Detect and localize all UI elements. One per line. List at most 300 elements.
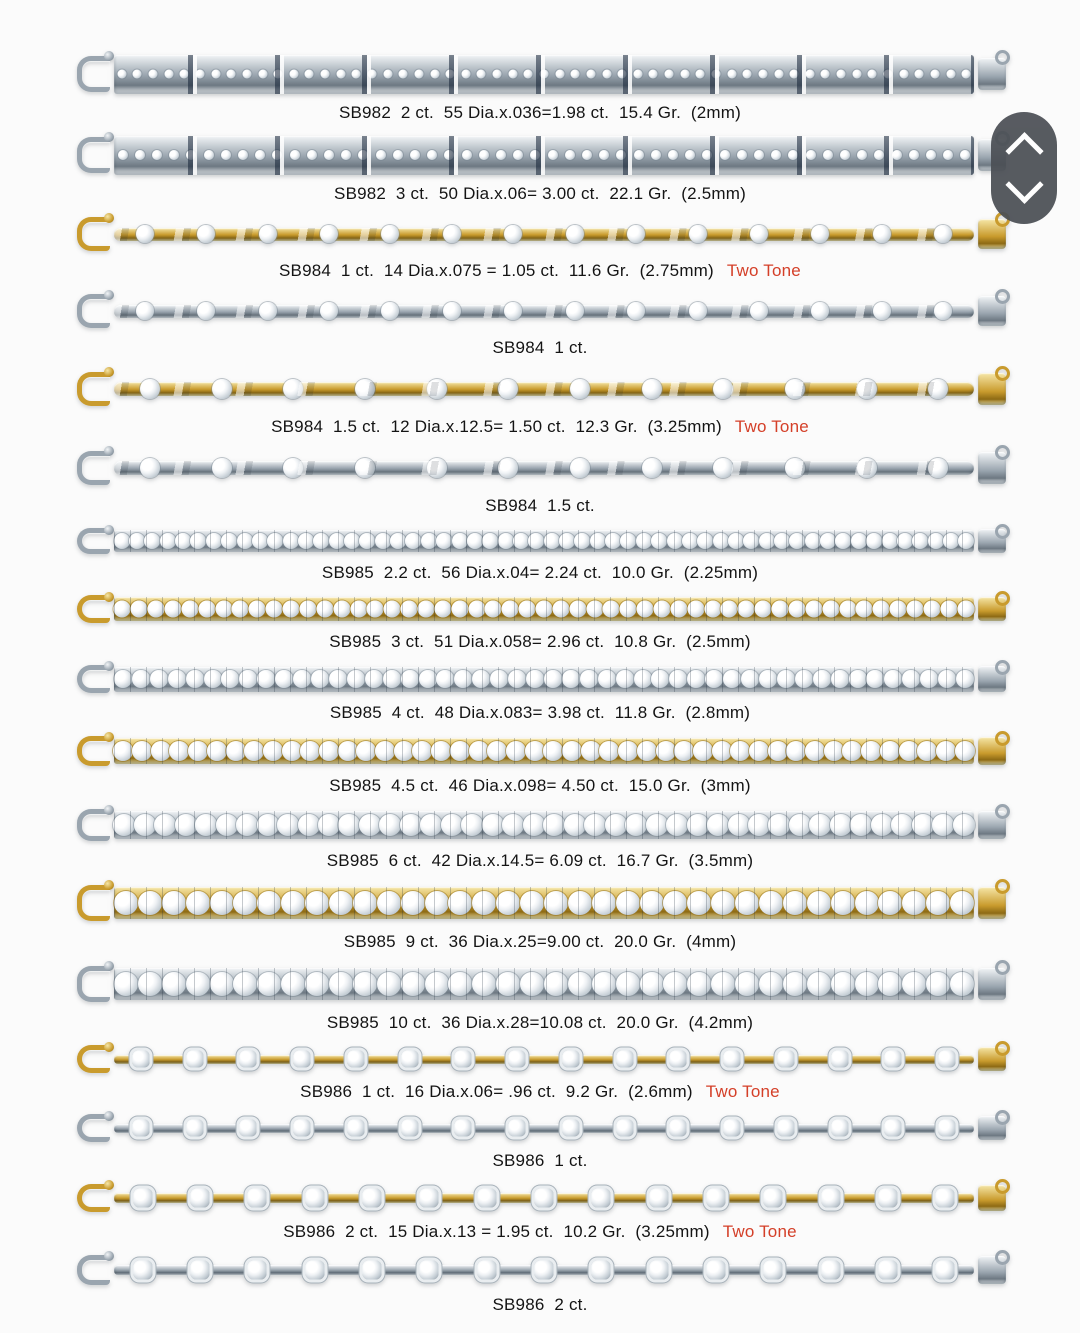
diamond-icon: [783, 972, 807, 996]
product-caption: [0, 102, 1080, 124]
caption-text: SB984 1.5 ct.: [485, 496, 595, 515]
diamond-icon: [186, 972, 210, 996]
chevron-down-icon[interactable]: [1005, 166, 1043, 204]
diamond-icon: [520, 972, 544, 996]
diamond-icon: [421, 533, 437, 549]
diamond-icon: [329, 972, 353, 996]
diamond-icon: [467, 533, 483, 549]
diamond-icon: [857, 150, 867, 160]
bracelet-image: [64, 445, 1016, 491]
diamond-icon: [878, 891, 902, 915]
diamond-icon: [311, 670, 329, 688]
scroll-widget[interactable]: [991, 112, 1057, 224]
diamond-icon: [788, 150, 798, 160]
clasp-right-icon: [974, 1250, 1016, 1290]
diamond-icon: [562, 741, 582, 761]
clasp-right-icon: [974, 591, 1016, 627]
diamond-icon: [451, 601, 468, 618]
diamond-icon: [455, 1120, 472, 1137]
diamond-icon: [642, 379, 662, 399]
diamond-icon: [637, 601, 654, 618]
caption-text: SB986 2 ct.: [492, 1295, 588, 1314]
diamond-icon: [333, 601, 350, 618]
clasp-right-icon: [974, 289, 1016, 333]
diamond-icon: [960, 150, 970, 160]
diamond-icon: [289, 70, 298, 79]
diamond-icon: [249, 601, 266, 618]
caption-text: SB985 10 ct. 36 Dia.x.28=10.08 ct. 20.0 Gr. (4.2mm): [326, 1013, 754, 1032]
diamond-icon: [759, 972, 783, 996]
diamond-icon: [774, 533, 790, 549]
diamond-icon: [562, 1051, 579, 1068]
diamond-icon: [555, 70, 564, 79]
clasp-left-icon: [64, 660, 114, 698]
clasp-right-icon: [974, 879, 1016, 927]
diamond-icon: [114, 533, 130, 549]
diamond-icon: [943, 150, 953, 160]
clasp-right-icon: [974, 960, 1016, 1008]
diamond-icon: [544, 891, 568, 915]
diamond-icon: [353, 972, 377, 996]
diamond-icon: [307, 150, 317, 160]
bracelet-image: [64, 804, 1016, 846]
diamond-icon: [401, 670, 419, 688]
diamond-icon: [427, 458, 447, 478]
diamond-icon: [283, 379, 303, 399]
diamond-icon: [786, 741, 806, 761]
diamond-icon: [427, 150, 437, 160]
diamond-icon: [248, 1261, 267, 1280]
diamond-icon: [114, 601, 131, 618]
diamond-icon: [320, 225, 338, 243]
clasp-left-icon: [64, 524, 114, 558]
diamond-icon: [599, 150, 609, 160]
product-caption: [0, 495, 1080, 517]
two-tone-badge: Two Tone: [734, 417, 809, 436]
diamond-icon: [564, 814, 586, 836]
diamond-icon: [305, 1261, 324, 1280]
diamond-icon: [390, 533, 406, 549]
diamond-icon: [789, 533, 805, 549]
diamond-icon: [805, 533, 821, 549]
diamond-icon: [482, 814, 504, 836]
diamond-icon: [175, 814, 197, 836]
diamond-icon: [783, 891, 807, 915]
diamond-icon: [496, 891, 520, 915]
diamond-icon: [329, 670, 347, 688]
diamond-icon: [592, 1189, 611, 1208]
diamond-icon: [663, 972, 687, 996]
diamond-icon: [811, 225, 829, 243]
product-caption: [0, 260, 1080, 282]
diamond-icon: [552, 601, 569, 618]
clasp-left-icon: [64, 212, 114, 256]
diamond-icon: [355, 379, 375, 399]
bracelet-image: [64, 212, 1016, 256]
diamond-icon: [633, 70, 642, 79]
diamond-icon: [502, 814, 524, 836]
diamond-icon: [508, 670, 526, 688]
diamond-icon: [498, 458, 518, 478]
chain-links: [114, 1265, 974, 1275]
chain-links: [114, 968, 974, 1000]
clasp-right-icon: [974, 1179, 1016, 1217]
diamond-icon: [446, 70, 455, 79]
diamond-icon: [504, 225, 522, 243]
diamond-icon: [584, 814, 606, 836]
diamond-icon: [857, 379, 877, 399]
diamond-icon: [496, 150, 506, 160]
diamond-icon: [117, 70, 126, 79]
diamond-icon: [430, 70, 439, 79]
diamond-icon: [344, 533, 360, 549]
diamond-icon: [939, 1120, 956, 1137]
diamond-icon: [383, 670, 401, 688]
diamond-icon: [805, 70, 814, 79]
clasp-left-icon: [64, 50, 114, 98]
diamond-icon: [365, 670, 383, 688]
diamond-icon: [420, 1189, 439, 1208]
diamond-icon: [711, 891, 735, 915]
diamond-icon: [132, 741, 152, 761]
diamond-icon: [592, 1261, 611, 1280]
clasp-right-icon: [974, 1041, 1016, 1077]
diamond-icon: [616, 150, 626, 160]
diamond-icon: [526, 670, 544, 688]
diamond-stones: [114, 731, 974, 771]
diamond-icon: [807, 891, 831, 915]
diamond-icon: [934, 225, 952, 243]
diamond-icon: [313, 533, 329, 549]
diamond-icon: [405, 533, 421, 549]
diamond-icon: [298, 533, 314, 549]
diamond-icon: [198, 601, 215, 618]
diamond-icon: [215, 601, 232, 618]
diamond-icon: [186, 891, 210, 915]
diamond-icon: [341, 150, 351, 160]
diamond-icon: [240, 1120, 257, 1137]
diamond-icon: [668, 150, 678, 160]
diamond-icon: [570, 458, 590, 478]
diamond-icon: [138, 972, 162, 996]
diamond-icon: [227, 70, 236, 79]
diamond-icon: [634, 670, 652, 688]
diamond-icon: [114, 972, 138, 996]
chain-links: [114, 811, 974, 839]
diamond-icon: [868, 70, 877, 79]
diamond-icon: [180, 70, 189, 79]
diamond-icon: [443, 302, 461, 320]
diamond-icon: [197, 225, 215, 243]
diamond-icon: [381, 225, 399, 243]
clasp-right-icon: [974, 524, 1016, 558]
diamond-icon: [144, 533, 160, 549]
diamond-icon: [259, 302, 277, 320]
diamond-icon: [831, 891, 855, 915]
diamond-icon: [169, 150, 179, 160]
diamond-icon: [946, 70, 955, 79]
product-row: [0, 524, 1080, 584]
diamond-icon: [759, 533, 775, 549]
diamond-icon: [347, 1051, 364, 1068]
diamond-icon: [806, 150, 816, 160]
diamond-icon: [151, 741, 171, 761]
diamond-icon: [839, 601, 856, 618]
diamond-icon: [113, 741, 133, 761]
diamond-icon: [204, 670, 222, 688]
diamond-icon: [206, 533, 222, 549]
diamond-icon: [513, 150, 523, 160]
diamond-icon: [772, 601, 789, 618]
diamond-icon: [795, 670, 813, 688]
diamond-icon: [627, 225, 645, 243]
diamond-icon: [277, 814, 299, 836]
diamond-icon: [663, 891, 687, 915]
diamond-icon: [902, 891, 926, 915]
diamond-icon: [443, 225, 461, 243]
diamond-icon: [417, 601, 434, 618]
clasp-right-icon: [974, 1110, 1016, 1146]
diamond-icon: [750, 225, 768, 243]
product-caption: [0, 337, 1080, 359]
diamond-icon: [640, 972, 664, 996]
diamond-icon: [482, 533, 498, 549]
diamond-icon: [730, 741, 750, 761]
diamond-icon: [165, 601, 182, 618]
diamond-icon: [118, 150, 128, 160]
diamond-icon: [300, 741, 320, 761]
diamond-stones: [114, 879, 974, 927]
diamond-icon: [616, 891, 640, 915]
diamond-icon: [338, 741, 358, 761]
diamond-icon: [233, 891, 257, 915]
clasp-left-icon: [64, 804, 114, 846]
diamond-icon: [813, 670, 831, 688]
diamond-icon: [329, 533, 345, 549]
diamond-icon: [899, 741, 919, 761]
diamond-icon: [774, 70, 783, 79]
chain-links: [114, 1193, 974, 1203]
diamond-icon: [469, 741, 489, 761]
diamond-icon: [353, 891, 377, 915]
diamond-icon: [764, 1189, 783, 1208]
diamond-icon: [878, 972, 902, 996]
diamond-icon: [721, 601, 738, 618]
diamond-icon: [866, 670, 884, 688]
diamond-icon: [359, 814, 381, 836]
diamond-icon: [543, 741, 563, 761]
diamond-icon: [823, 150, 833, 160]
diamond-icon: [186, 1051, 203, 1068]
diamond-icon: [852, 70, 861, 79]
diamond-icon: [737, 150, 747, 160]
diamond-icon: [238, 150, 248, 160]
diamond-icon: [689, 302, 707, 320]
diamond-stones: [114, 1179, 974, 1217]
diamond-stones: [114, 366, 974, 412]
diamond-icon: [420, 1261, 439, 1280]
diamond-icon: [274, 70, 283, 79]
diamond-icon: [955, 741, 975, 761]
diamond-stones: [114, 51, 974, 98]
diamond-icon: [508, 70, 517, 79]
diamond-icon: [809, 814, 831, 836]
diamond-icon: [528, 533, 544, 549]
diamond-icon: [321, 70, 330, 79]
clasp-right-icon: [974, 445, 1016, 491]
diamond-icon: [928, 379, 948, 399]
diamond-icon: [477, 1261, 496, 1280]
diamond-icon: [535, 1261, 554, 1280]
diamond-icon: [920, 670, 938, 688]
diamond-icon: [704, 601, 721, 618]
diamond-icon: [713, 379, 733, 399]
diamond-icon: [318, 814, 340, 836]
chain-links: [114, 382, 974, 396]
diamond-icon: [697, 533, 713, 549]
diamond-icon: [134, 814, 156, 836]
diamond-icon: [509, 1120, 526, 1137]
diamond-icon: [899, 70, 908, 79]
bracelet-image: [64, 1110, 1016, 1146]
diamond-icon: [444, 150, 454, 160]
diamond-icon: [188, 741, 208, 761]
diamond-icon: [436, 670, 454, 688]
diamond-icon: [257, 814, 279, 836]
bracelet-image: [64, 366, 1016, 412]
diamond-icon: [821, 70, 830, 79]
diamond-icon: [242, 70, 251, 79]
diamond-icon: [530, 150, 540, 160]
diamond-icon: [164, 70, 173, 79]
diamond-icon: [707, 814, 729, 836]
diamond-icon: [923, 601, 940, 618]
diamond-icon: [566, 225, 584, 243]
diamond-icon: [393, 150, 403, 160]
diamond-icon: [363, 1261, 382, 1280]
diamond-icon: [377, 972, 401, 996]
diamond-icon: [902, 670, 920, 688]
diamond-icon: [670, 1051, 687, 1068]
two-tone-badge: Two Tone: [722, 1222, 797, 1241]
diamond-icon: [148, 601, 165, 618]
diamond-icon: [255, 150, 265, 160]
diamond-icon: [897, 533, 913, 549]
diamond-stones: [114, 132, 974, 179]
diamond-icon: [962, 70, 971, 79]
diamond-icon: [616, 1120, 633, 1137]
diamond-icon: [807, 972, 831, 996]
chain-links: [114, 1124, 974, 1133]
diamond-icon: [436, 533, 452, 549]
diamond-icon: [720, 150, 730, 160]
diamond-icon: [477, 1189, 496, 1208]
diamond-icon: [383, 70, 392, 79]
diamond-icon: [162, 891, 186, 915]
diamond-icon: [938, 670, 956, 688]
diamond-icon: [363, 1189, 382, 1208]
bracelet-image: [64, 879, 1016, 927]
diamond-icon: [169, 741, 189, 761]
diamond-icon: [936, 741, 956, 761]
diamond-icon: [882, 533, 898, 549]
diamond-icon: [873, 302, 891, 320]
diamond-icon: [316, 601, 333, 618]
diamond-icon: [879, 1189, 898, 1208]
diamond-icon: [850, 814, 872, 836]
diamond-icon: [461, 814, 483, 836]
diamond-icon: [384, 601, 401, 618]
diamond-icon: [687, 601, 704, 618]
diamond-icon: [666, 814, 688, 836]
caption-text: SB984 1 ct.: [492, 338, 588, 357]
product-row: [0, 879, 1080, 953]
diamond-icon: [957, 601, 974, 618]
diamond-icon: [506, 741, 526, 761]
diamond-icon: [642, 458, 662, 478]
diamond-icon: [479, 150, 489, 160]
bracelet-image: [64, 591, 1016, 627]
diamond-icon: [956, 670, 974, 688]
diamond-icon: [748, 814, 770, 836]
diamond-icon: [934, 302, 952, 320]
diamond-icon: [574, 533, 590, 549]
diamond-icon: [132, 670, 150, 688]
diamond-icon: [682, 533, 698, 549]
diamond-icon: [431, 741, 451, 761]
diamond-icon: [592, 972, 616, 996]
diamond-icon: [221, 670, 239, 688]
diamond-icon: [207, 741, 227, 761]
product-row: [0, 591, 1080, 653]
chain-links: [114, 887, 974, 919]
diamond-icon: [837, 70, 846, 79]
diamond-icon: [687, 972, 711, 996]
diamond-icon: [140, 458, 160, 478]
diamond-icon: [548, 150, 558, 160]
clasp-left-icon: [64, 591, 114, 627]
diamond-icon: [754, 150, 764, 160]
diamond-icon: [138, 891, 162, 915]
diamond-icon: [835, 533, 851, 549]
diamond-icon: [350, 601, 367, 618]
diamond-icon: [347, 1120, 364, 1137]
diamond-icon: [885, 1120, 902, 1137]
diamond-icon: [831, 1120, 848, 1137]
clasp-right-icon: [974, 366, 1016, 412]
diamond-icon: [713, 533, 729, 549]
product-caption: [0, 1150, 1080, 1172]
caption-text: SB985 9 ct. 36 Dia.x.25=9.00 ct. 20.0 Gr. (4mm): [343, 932, 737, 951]
diamond-icon: [324, 150, 334, 160]
clasp-left-icon: [64, 731, 114, 771]
diamond-icon: [569, 601, 586, 618]
product-caption: [0, 775, 1080, 797]
diamond-icon: [259, 225, 277, 243]
diamond-stones: [114, 290, 974, 333]
diamond-icon: [930, 70, 939, 79]
diamond-icon: [136, 225, 154, 243]
chain-links: [114, 667, 974, 692]
diamond-icon: [191, 1261, 210, 1280]
diamond-icon: [305, 70, 314, 79]
diamond-icon: [347, 670, 365, 688]
diamond-icon: [620, 533, 636, 549]
diamond-icon: [885, 1051, 902, 1068]
diamond-icon: [723, 670, 741, 688]
diamond-icon: [427, 379, 447, 399]
diamond-icon: [912, 814, 934, 836]
